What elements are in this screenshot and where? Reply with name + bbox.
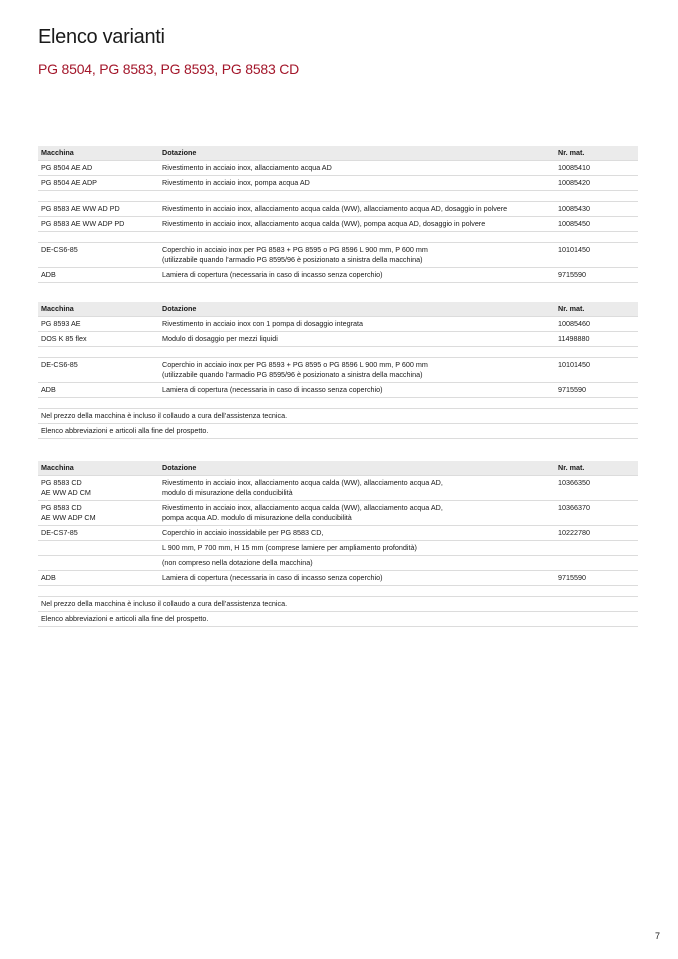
table-row — [38, 317, 638, 332]
cell-nr-mat: 10101450 — [558, 245, 590, 254]
page-title: Elenco varianti — [38, 26, 165, 48]
cell-macchina: DE-CS6-85 — [41, 360, 78, 369]
header-macchina: Macchina — [41, 304, 74, 313]
cell-nr-mat: 10085430 — [558, 204, 590, 213]
table-row — [38, 176, 638, 191]
cell-dotazione: Lamiera di copertura (necessaria in caso di incasso senza coperchio) — [162, 385, 383, 394]
table-row — [38, 161, 638, 176]
table-row — [38, 383, 638, 398]
cell-macchina — [38, 556, 162, 570]
cell-dotazione — [162, 243, 558, 267]
table-header — [38, 146, 638, 161]
cell-dotazione: (non compreso nella dotazione della macchina) — [162, 558, 313, 567]
cell-dotazione: Lamiera di copertura (necessaria in caso di incasso senza coperchio) — [162, 573, 383, 582]
cell-nr-mat: 9715590 — [558, 385, 586, 394]
cell-line: PG 8583 CD — [41, 503, 82, 512]
cell-nr-mat: 10085450 — [558, 219, 590, 228]
variants-table-2 — [38, 302, 638, 439]
header-nr-mat: Nr. mat. — [558, 463, 585, 472]
row-spacer — [38, 232, 638, 243]
table-row — [38, 526, 638, 541]
cell-dotazione — [162, 476, 558, 500]
cell-macchina: PG 8504 AE ADP — [41, 178, 97, 187]
row-spacer — [38, 586, 638, 597]
cell-dotazione: Rivestimento in acciaio inox con 1 pompa di dosaggio integrata — [162, 319, 363, 328]
cell-nr-mat: 10366350 — [558, 478, 590, 487]
cell-macchina: ADB — [41, 270, 56, 279]
header-macchina: Macchina — [41, 148, 74, 157]
table-row — [38, 202, 638, 217]
cell-nr-mat: 11498880 — [558, 334, 590, 343]
cell-macchina — [38, 476, 162, 500]
cell-nr-mat: 10085420 — [558, 178, 590, 187]
cell-dotazione: Rivestimento in acciaio inox, allacciamento acqua calda (WW), pompa acqua AD, dosaggio in polvere — [162, 219, 486, 228]
footnote: Elenco abbreviazioni e articoli alla fine del prospetto. — [38, 612, 638, 627]
cell-macchina: DOS K 85 flex — [41, 334, 87, 343]
cell-dotazione: Lamiera di copertura (necessaria in caso di incasso senza coperchio) — [162, 270, 383, 279]
cell-line: AE WW AD CM — [41, 488, 91, 497]
row-spacer — [38, 347, 638, 358]
cell-line: modulo di misurazione della conducibilità — [162, 488, 293, 497]
table-row — [38, 501, 638, 526]
page-subtitle: PG 8504, PG 8583, PG 8593, PG 8583 CD — [38, 61, 300, 77]
cell-nr-mat: 9715590 — [558, 270, 586, 279]
footnote: Elenco abbreviazioni e articoli alla fine del prospetto. — [38, 424, 638, 439]
header-macchina: Macchina — [41, 463, 74, 472]
cell-nr-mat: 10085410 — [558, 163, 590, 172]
cell-line: Rivestimento in acciaio inox, allacciamento acqua calda (WW), allacciamento acqua AD, — [162, 478, 443, 487]
footnote: Nel prezzo della macchina è incluso il collaudo a cura dell’assistenza tecnica. — [38, 597, 638, 612]
cell-macchina: ADB — [41, 385, 56, 394]
table-row — [38, 571, 638, 586]
cell-dotazione: Modulo di dosaggio per mezzi liquidi — [162, 334, 278, 343]
cell-dotazione — [162, 358, 558, 382]
cell-line: Coperchio in acciaio inox per PG 8593 + PG 8595 o PG 8596 L 900 mm, P 600 mm — [162, 360, 428, 369]
cell-dotazione: Rivestimento in acciaio inox, allacciamento acqua calda (WW), allacciamento acqua AD, dosaggio in polvere — [162, 204, 508, 213]
cell-line: Coperchio in acciaio inox per PG 8583 + PG 8595 o PG 8596 L 900 mm, P 600 mm — [162, 245, 428, 254]
table-row — [38, 541, 638, 556]
cell-nr-mat — [558, 556, 638, 570]
cell-nr-mat: 10101450 — [558, 360, 590, 369]
cell-macchina: ADB — [41, 573, 56, 582]
cell-macchina: PG 8593 AE — [41, 319, 81, 328]
cell-nr-mat — [558, 541, 638, 555]
header-dotazione: Dotazione — [162, 463, 197, 472]
cell-nr-mat: 10222780 — [558, 528, 590, 537]
cell-macchina: PG 8583 AE WW ADP PD — [41, 219, 125, 228]
cell-nr-mat: 10366370 — [558, 503, 590, 512]
variants-table-1 — [38, 146, 638, 283]
cell-macchina: DE-CS6-85 — [41, 245, 78, 254]
row-spacer — [38, 398, 638, 409]
cell-dotazione: Rivestimento in acciaio inox, pompa acqua AD — [162, 178, 310, 187]
row-spacer — [38, 191, 638, 202]
cell-dotazione — [162, 501, 558, 525]
table-header — [38, 302, 638, 317]
header-dotazione: Dotazione — [162, 148, 197, 157]
table-row — [38, 332, 638, 347]
cell-dotazione: Coperchio in acciaio inossidabile per PG 8583 CD, — [162, 528, 324, 537]
cell-nr-mat: 9715590 — [558, 573, 586, 582]
cell-line: pompa acqua AD. modulo di misurazione della conducibilità — [162, 513, 352, 522]
cell-macchina: DE-CS7-85 — [41, 528, 78, 537]
table-header — [38, 461, 638, 476]
cell-macchina: PG 8504 AE AD — [41, 163, 93, 172]
table-row — [38, 556, 638, 571]
header-nr-mat: Nr. mat. — [558, 148, 585, 157]
cell-dotazione: L 900 mm, P 700 mm, H 15 mm (comprese lamiere per ampliamento profondità) — [162, 543, 417, 552]
cell-dotazione: Rivestimento in acciaio inox, allacciamento acqua AD — [162, 163, 332, 172]
page-number: 7 — [654, 931, 660, 941]
header-nr-mat: Nr. mat. — [558, 304, 585, 313]
table-row — [38, 217, 638, 232]
footnote: Nel prezzo della macchina è incluso il collaudo a cura dell’assistenza tecnica. — [38, 409, 638, 424]
cell-line: Rivestimento in acciaio inox, allacciamento acqua calda (WW), allacciamento acqua AD, — [162, 503, 443, 512]
cell-macchina: PG 8583 AE WW AD PD — [41, 204, 120, 213]
cell-line: PG 8583 CD — [41, 478, 82, 487]
header-dotazione: Dotazione — [162, 304, 197, 313]
cell-nr-mat: 10085460 — [558, 319, 590, 328]
cell-line: (utilizzabile quando l’armadio PG 8595/96 è posizionato a sinistra della macchina) — [162, 370, 423, 379]
table-row — [38, 476, 638, 501]
cell-macchina — [38, 541, 162, 555]
variants-table-3 — [38, 461, 638, 627]
table-row — [38, 243, 638, 268]
table-row — [38, 268, 638, 283]
cell-line: AE WW ADP CM — [41, 513, 96, 522]
cell-macchina — [38, 501, 162, 525]
cell-line: (utilizzabile quando l’armadio PG 8595/96 è posizionato a sinistra della macchina) — [162, 255, 423, 264]
table-row — [38, 358, 638, 383]
